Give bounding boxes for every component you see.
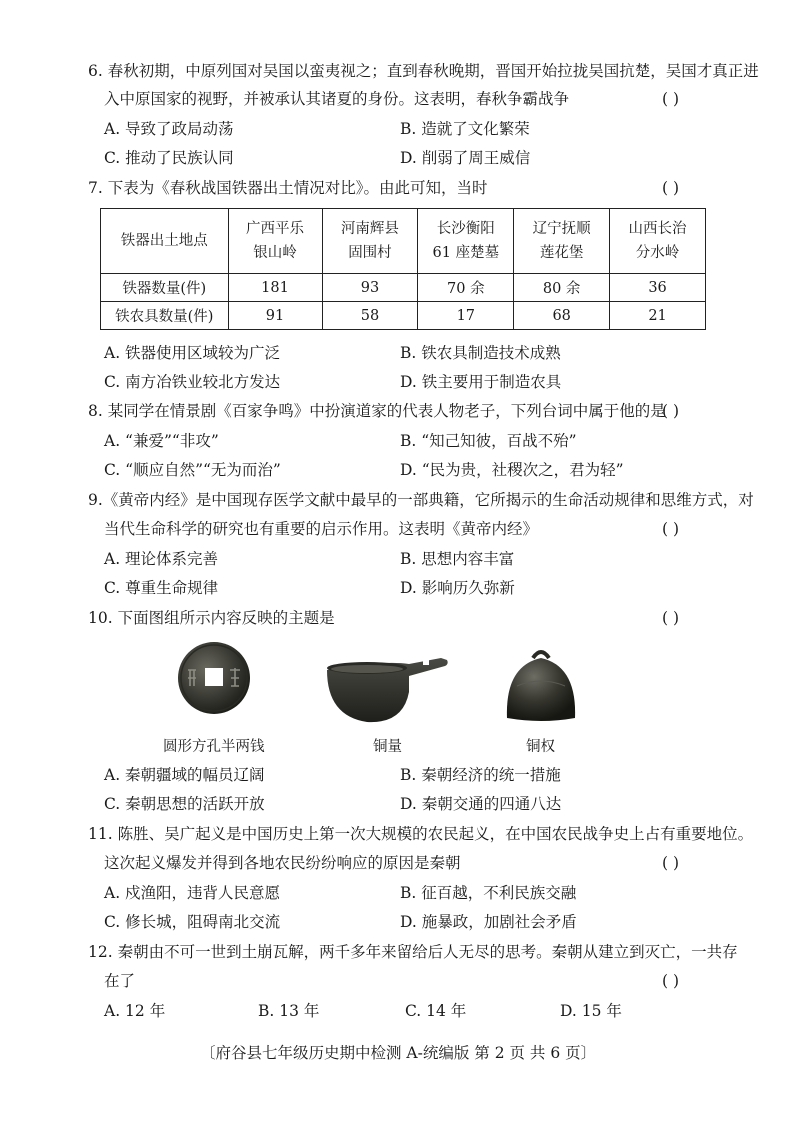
table-cell: 70 余: [418, 274, 514, 302]
page-footer: 〔府谷县七年级历史期中检测 A-统编版 第 2 页 共 6 页〕: [200, 1044, 597, 1062]
table-row: [101, 302, 706, 330]
header-site-text: 山西长治 分水岭: [628, 221, 687, 261]
table-cell: 21: [610, 302, 706, 330]
q12-option-c[interactable]: C. 14 年: [405, 1002, 467, 1020]
q11-option-d[interactable]: D. 施暴政，加剧社会矛盾: [400, 913, 577, 931]
q7-option-b[interactable]: B. 铁农具制造技术成熟: [400, 344, 561, 362]
q10-answer-paren[interactable]: ( ): [662, 609, 680, 627]
q9-option-d[interactable]: D. 影响历久弥新: [400, 579, 515, 597]
table-cell: 铁器数量(件): [101, 274, 229, 302]
q12-stem-line1: 12. 秦朝由不可一世到土崩瓦解，两千多年来留给后人无尽的思考。秦朝从建立到灭亡，一共存: [88, 943, 738, 961]
q7-option-a[interactable]: A. 铁器使用区域较为广泛: [104, 344, 281, 362]
q10-option-c[interactable]: C. 秦朝思想的活跃开放: [104, 795, 265, 813]
q8-option-b[interactable]: B. “知己知彼，百战不殆”: [400, 432, 577, 450]
iron-artifacts-table: [100, 208, 706, 330]
q6-option-c[interactable]: C. 推动了民族认同: [104, 149, 234, 167]
table-header-row: [101, 209, 706, 274]
figure-caption-weight: 铜权: [526, 739, 555, 755]
q6-option-b[interactable]: B. 造就了文化繁荣: [400, 120, 530, 138]
table-cell: 181: [228, 274, 322, 302]
q9-option-c[interactable]: C. 尊重生命规律: [104, 579, 219, 597]
q8-option-a[interactable]: A. “兼爱”“非攻”: [104, 432, 219, 450]
q10-option-b[interactable]: B. 秦朝经济的统一措施: [400, 766, 561, 784]
q7-option-c[interactable]: C. 南方冶铁业较北方发达: [104, 373, 281, 391]
q7-option-d[interactable]: D. 铁主要用于制造农具: [400, 373, 562, 391]
q7-stem-line1: 7. 下表为《春秋战国铁器出土情况对比》。由此可知，当时: [88, 179, 488, 197]
q6-option-a[interactable]: A. 导致了政局动荡: [104, 120, 234, 138]
q11-option-b[interactable]: B. 征百越，不利民族交融: [400, 884, 577, 902]
q11-option-a[interactable]: A. 戍渔阳，违背人民意愿: [104, 884, 281, 902]
q10-stem-line1: 10. 下面图组所示内容反映的主题是: [88, 609, 335, 627]
table-header-cell: [228, 209, 322, 274]
header-site-text: 广西平乐 银山岭: [246, 221, 304, 261]
q10-option-d[interactable]: D. 秦朝交通的四通八达: [400, 795, 562, 813]
header-site-text: 辽宁抚顺 莲花堡: [532, 221, 591, 261]
bronze-weight-icon: [503, 646, 579, 724]
header-site-text: 河南辉县 固围村: [340, 221, 399, 261]
figure-caption-coin: 圆形方孔半两钱: [163, 739, 265, 755]
q9-option-a[interactable]: A. 理论体系完善: [104, 550, 219, 568]
header-site-text: 长沙衡阳 61 座楚墓: [432, 221, 500, 261]
table-header-cell: 铁器出土地点: [101, 209, 229, 274]
q6-stem-line1: 6. 春秋初期，中原列国对吴国以蛮夷视之；直到春秋晚期，晋国开始拉拢吴国抗楚，吴国才真正进: [88, 62, 759, 80]
table-header-cell: [610, 209, 706, 274]
table-header-cell: [322, 209, 418, 274]
table-header-cell: [514, 209, 610, 274]
q7-answer-paren[interactable]: ( ): [662, 179, 680, 197]
table-cell: 铁农具数量(件): [101, 302, 229, 330]
table-cell: 91: [228, 302, 322, 330]
table-cell: 36: [610, 274, 706, 302]
table-row: [101, 274, 706, 302]
q6-option-d[interactable]: D. 削弱了周王威信: [400, 149, 531, 167]
q11-stem-line1: 11. 陈胜、吴广起义是中国历史上第一次大规模的农民起义，在中国农民战争史上占有重要地位。: [88, 825, 754, 843]
q11-option-c[interactable]: C. 修长城，阻碍南北交流: [104, 913, 281, 931]
q11-answer-paren[interactable]: ( ): [662, 854, 680, 872]
q12-option-d[interactable]: D. 15 年: [560, 1002, 622, 1020]
q9-stem-line1: 9.《黄帝内经》是中国现存医学文献中最早的一部典籍，它所揭示的生命活动规律和思维方式，对: [88, 491, 754, 509]
q8-answer-paren[interactable]: ( ): [662, 402, 680, 420]
coin-icon: [176, 640, 252, 716]
table-cell: 80 余: [514, 274, 610, 302]
q8-stem-line1: 8. 某同学在情景剧《百家争鸣》中扮演道家的代表人物老子，下列台词中属于他的是: [88, 402, 666, 420]
table-cell: 68: [514, 302, 610, 330]
q12-stem-line2: 在了: [104, 972, 136, 990]
q12-option-a[interactable]: A. 12 年: [104, 1002, 166, 1020]
q6-stem-line2: 入中原国家的视野，并被承认其诸夏的身份。这表明，春秋争霸战争: [104, 90, 570, 108]
table-cell: 17: [418, 302, 514, 330]
q9-option-b[interactable]: B. 思想内容丰富: [400, 550, 515, 568]
table-cell: 58: [322, 302, 418, 330]
q10-option-a[interactable]: A. 秦朝疆域的幅员辽阔: [104, 766, 265, 784]
q8-option-c[interactable]: C. “顺应自然”“无为而治”: [104, 461, 281, 479]
table-header-cell: [418, 209, 514, 274]
q6-answer-paren[interactable]: ( ): [662, 90, 680, 108]
bronze-measure-icon: [323, 652, 451, 726]
q9-stem-line2: 当代生命科学的研究也有重要的启示作用。这表明《黄帝内经》: [104, 520, 539, 538]
figure-caption-measure: 铜量: [373, 739, 402, 755]
q8-option-d[interactable]: D. “民为贵，社稷次之，君为轻”: [400, 461, 624, 479]
q11-stem-line2: 这次起义爆发并得到各地农民纷纷响应的原因是秦朝: [104, 854, 461, 872]
q12-answer-paren[interactable]: ( ): [662, 972, 680, 990]
q9-answer-paren[interactable]: ( ): [662, 520, 680, 538]
q12-option-b[interactable]: B. 13 年: [258, 1002, 320, 1020]
table-cell: 93: [322, 274, 418, 302]
